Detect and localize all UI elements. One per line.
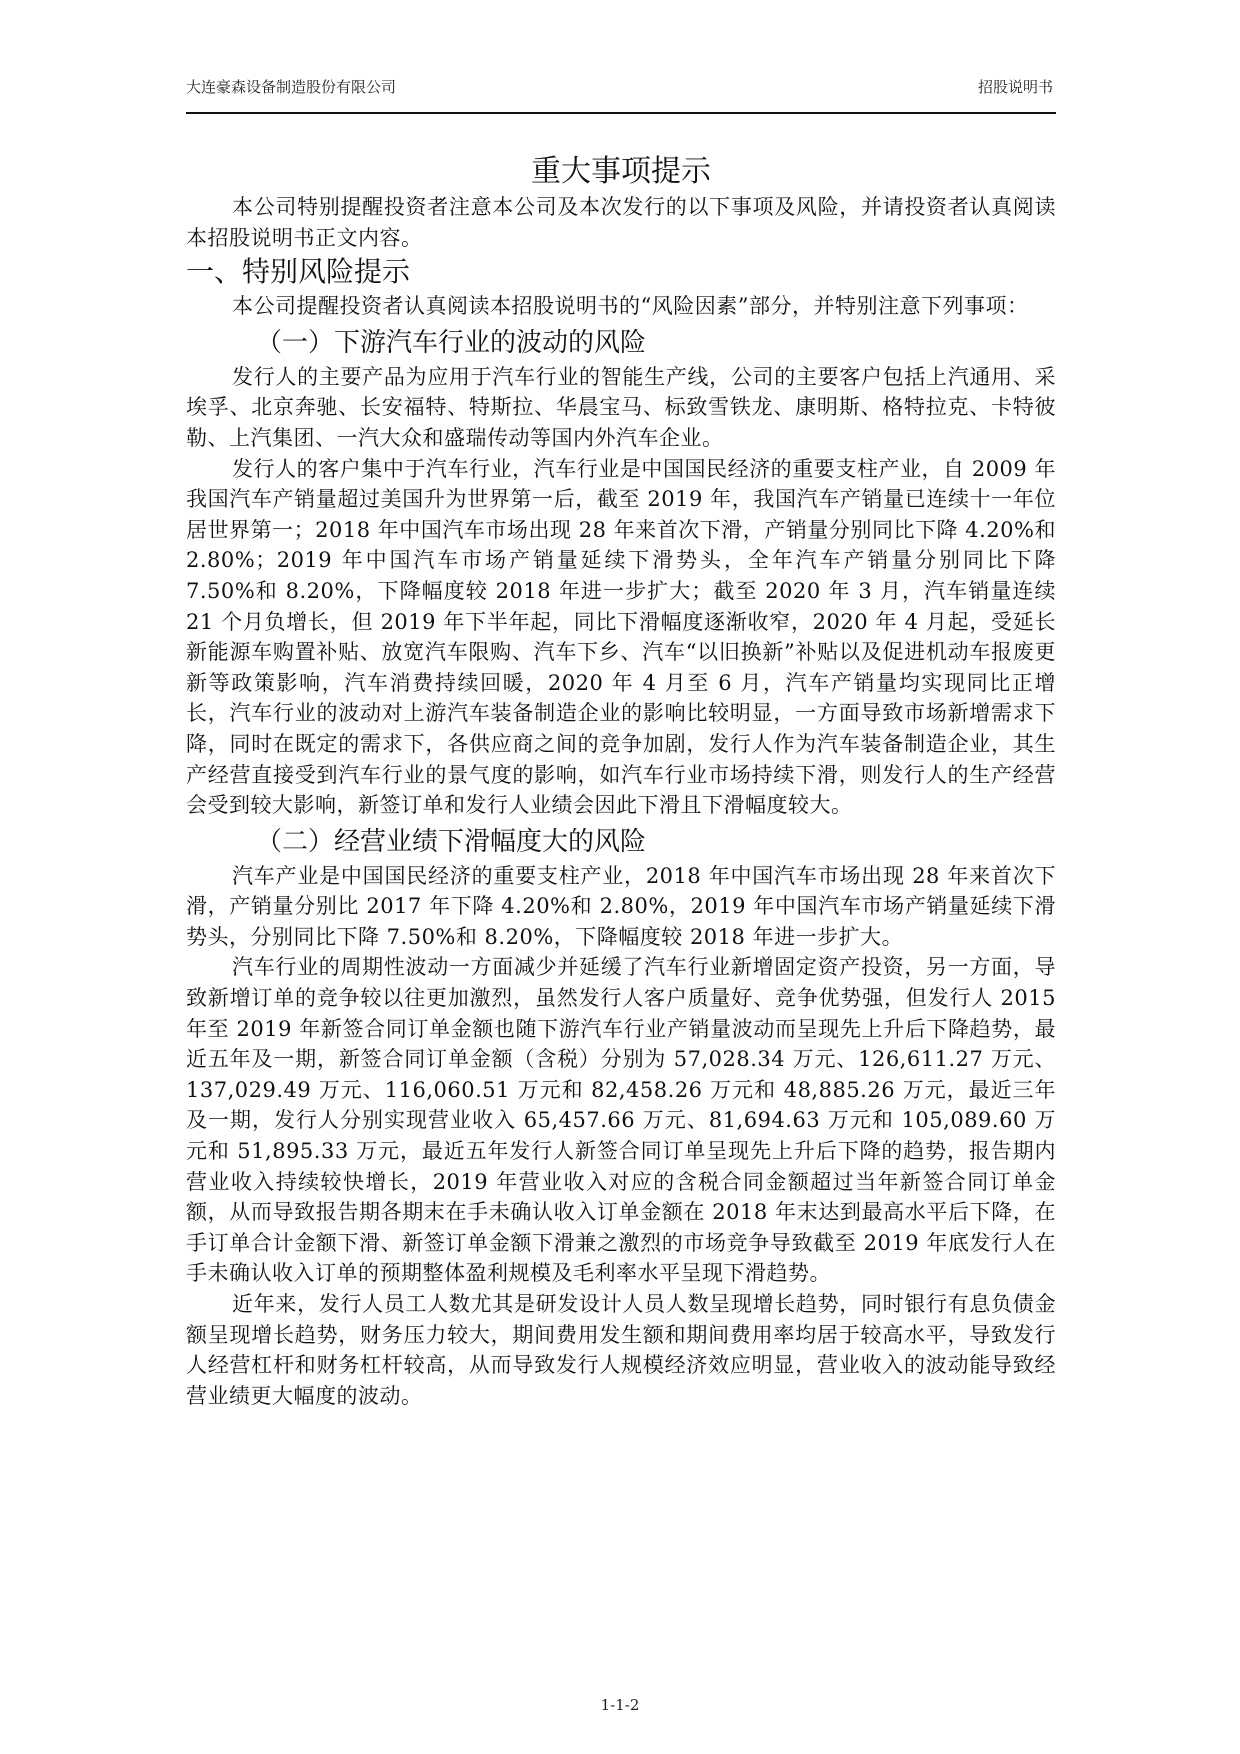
intro-paragraph: 本公司特别提醒投资者注意本公司及本次发行的以下事项及风险，并请投资者认真阅读本招股说明书正文内容。 [186,195,1056,250]
subsection-heading-industry-risk: （一）下游汽车行业的波动的风险 [256,327,647,358]
section-intro-paragraph: 本公司提醒投资者认真阅读本招股说明书的“风险因素”部分，并特别注意下列事项： [232,294,1029,319]
page-title: 重大事项提示 [531,154,711,189]
paragraph-industry-volatility: 发行人的客户集中于汽车行业，汽车行业是中国国民经济的重要支柱产业，自 2009 年我国汽车产销量超过美国升为世界第一后，截至 2019 年，我国汽车产销量已连续十一年位居世界第一；2018 年中国汽车市场出现 28 年来首次下滑，产销量分别同比下降 4.20%和 2.80%；2019 年中国汽车市场产销量延续下滑势头，全年汽车产销量分别同比下降 7.50%和 8.20%，下降幅度较 2018 年进一步扩大；截至 2020 年 3 月，汽车销量连续 21 个月负增长，但 2019 年下半年起，同比下滑幅度逐渐收窄，2020 年 4 月起，受延长新能源车购置补贴、放宽汽车限购、汽车下乡、汽车“以旧换新”补贴以及促进机动车报废更新等政策影响，汽车消费持续回暖，2020 年 4 月至 6 月，汽车产销量均实现同比正增长，汽车行业的波动对上游汽车装备制造企业的影响比较明显，一方面导致市场新增需求下降，同时在既定的需求下，各供应商之间的竞争加剧，发行人作为汽车装备制造企业，其生产经营直接受到汽车行业的景气度的影响，如汽车行业市场持续下滑，则发行人的生产经营会受到较大影响，新签订单和发行人业绩会因此下滑且下滑幅度较大。 [186,456,1056,818]
header-company-name: 大连豪森设备制造股份有限公司 [186,78,397,96]
header-doc-type: 招股说明书 [978,78,1054,96]
paragraph-leverage: 近年来，发行人员工人数尤其是研发设计人员人数呈现增长趋势，同时银行有息负债金额呈现增长趋势，财务压力较大，期间费用发生额和期间费用率均居于较高水平，导致发行人经营杠杆和财务杠杆较高，从而导致发行人规模经济效应明显，营业收入的波动能导致经营业绩更大幅度的波动。 [186,1292,1056,1408]
header-divider [186,112,1056,114]
page-number: 1-1-2 [600,1696,640,1714]
paragraph-main-customers: 发行人的主要产品为应用于汽车行业的智能生产线，公司的主要客户包括上汽通用、采埃孚、北京奔驰、长安福特、特斯拉、华晨宝马、标致雪铁龙、康明斯、格特拉克、卡特彼勒、上汽集团、一汽大众和盛瑞传动等国内外汽车企业。 [186,364,1056,450]
page-body [186,152,1056,1411]
section-heading-special-risks: 一、特别风险提示 [186,255,411,289]
paragraph-auto-market-decline: 汽车产业是中国国民经济的重要支柱产业，2018 年中国汽车市场出现 28 年来首次下滑，产销量分别比 2017 年下降 4.20%和 2.80%，2019 年中国汽车市场产销量延续下滑势头，分别同比下降 7.50%和 8.20%，下降幅度较 2018 年进一步扩大。 [186,863,1056,949]
paragraph-orders-revenue: 汽车行业的周期性波动一方面减少并延缓了汽车行业新增固定资产投资，另一方面，导致新增订单的竞争较以往更加激烈，虽然发行人客户质量好、竞争优势强，但发行人 2015 年至 2019 年新签合同订单金额也随下游汽车行业产销量波动而呈现先上升后下降趋势，最近五年及一期，新签合同订单金额（含税）分别为 57,028.34 万元、126,611.27 万元、137,029.49 万元、116,060.51 万元和 82,458.26 万元和 48,885.26 万元，最近三年及一期，发行人分别实现营业收入 65,457.66 万元、81,694.63 万元和 105,089.60 万元和 51,895.33 万元，最近五年发行人新签合同订单呈现先上升后下降的趋势，报告期内营业收入持续较快增长，2019 年营业收入对应的含税合同金额超过当年新签合同订单金额，从而导致报告期各期末在手未确认收入订单金额在 2018 年末达到最高水平后下降，在手订单合计金额下滑、新签订单金额下滑兼之激烈的市场竞争导致截至 2019 年底发行人在手未确认收入订单的预期整体盈利规模及毛利率水平呈现下滑趋势。 [186,955,1056,1286]
subsection-heading-performance-risk: （二）经营业绩下滑幅度大的风险 [256,826,647,857]
